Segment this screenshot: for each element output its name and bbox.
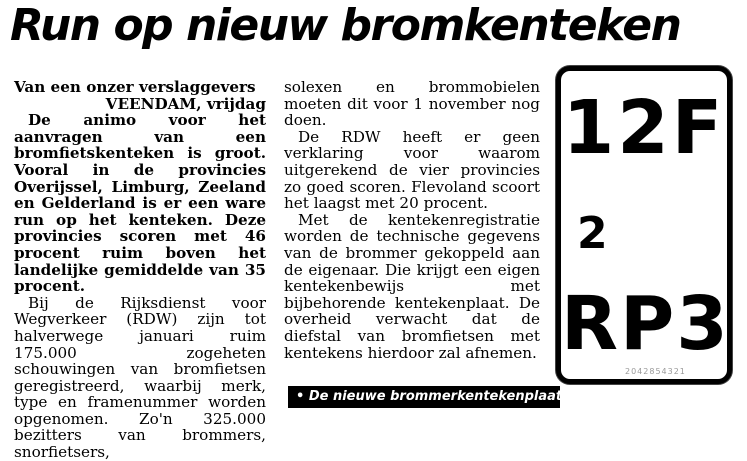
body-paragraph-continued: solexen en brommobielen moeten dit voor 1 november nog doen. — [284, 78, 540, 130]
body-paragraph: De RDW heeft er geen verklaring voor waarom uitgerekend de vier provincies zo goed scoren. Flevoland scoort het laagst met 20 procent. — [284, 127, 540, 213]
plate-line-1: 12F — [562, 85, 726, 171]
plate-line-3: RP3 — [561, 281, 730, 367]
photo-caption: • De nieuwe brommerkentekenplaat. — [288, 386, 560, 408]
body-paragraph: Met de kentekenregistratie worden de technische gegevens van de brommer gekoppeld aan de eigenaar. Die krijgt een eigen kentekenbewijs met bijbehorende kentekenplaat. De overheid verwacht dat de diefstal van bromfietsen met kentekens hierdoor zal afnemen. — [284, 210, 540, 362]
article-column-1 — [14, 79, 266, 461]
headline: Run op nieuw bromkenteken — [10, 0, 681, 51]
lead-paragraph: De animo voor het aanvragen van een bromfietskenteken is groot. Vooral in de provincies Overijssel, Limburg, Zeeland en Gelderland is er een ware run op het kenteken. Deze provincies scoren met 46 procent ruim boven het landelijke gemiddelde van 35 procent. — [14, 111, 266, 296]
license-plate-image — [556, 66, 732, 384]
byline: Van een onzer verslaggevers — [14, 78, 256, 96]
plate-line-2: 2 — [577, 208, 608, 259]
body-paragraph: Bij de Rijksdienst voor Wegverkeer (RDW) zijn tot halverwege januari ruim 175.000 zogeheten schouwingen van bromfietsen geregistreerd, waarbij merk, type en framenummer worden opgenomen. Zo'n 325.000 bezitters van brommers, snorfietsers, — [14, 293, 266, 461]
article-column-2 — [284, 79, 540, 361]
plate-serial: 2042854321 — [625, 367, 686, 376]
dateline: VEENDAM, vrijdag — [105, 94, 266, 113]
